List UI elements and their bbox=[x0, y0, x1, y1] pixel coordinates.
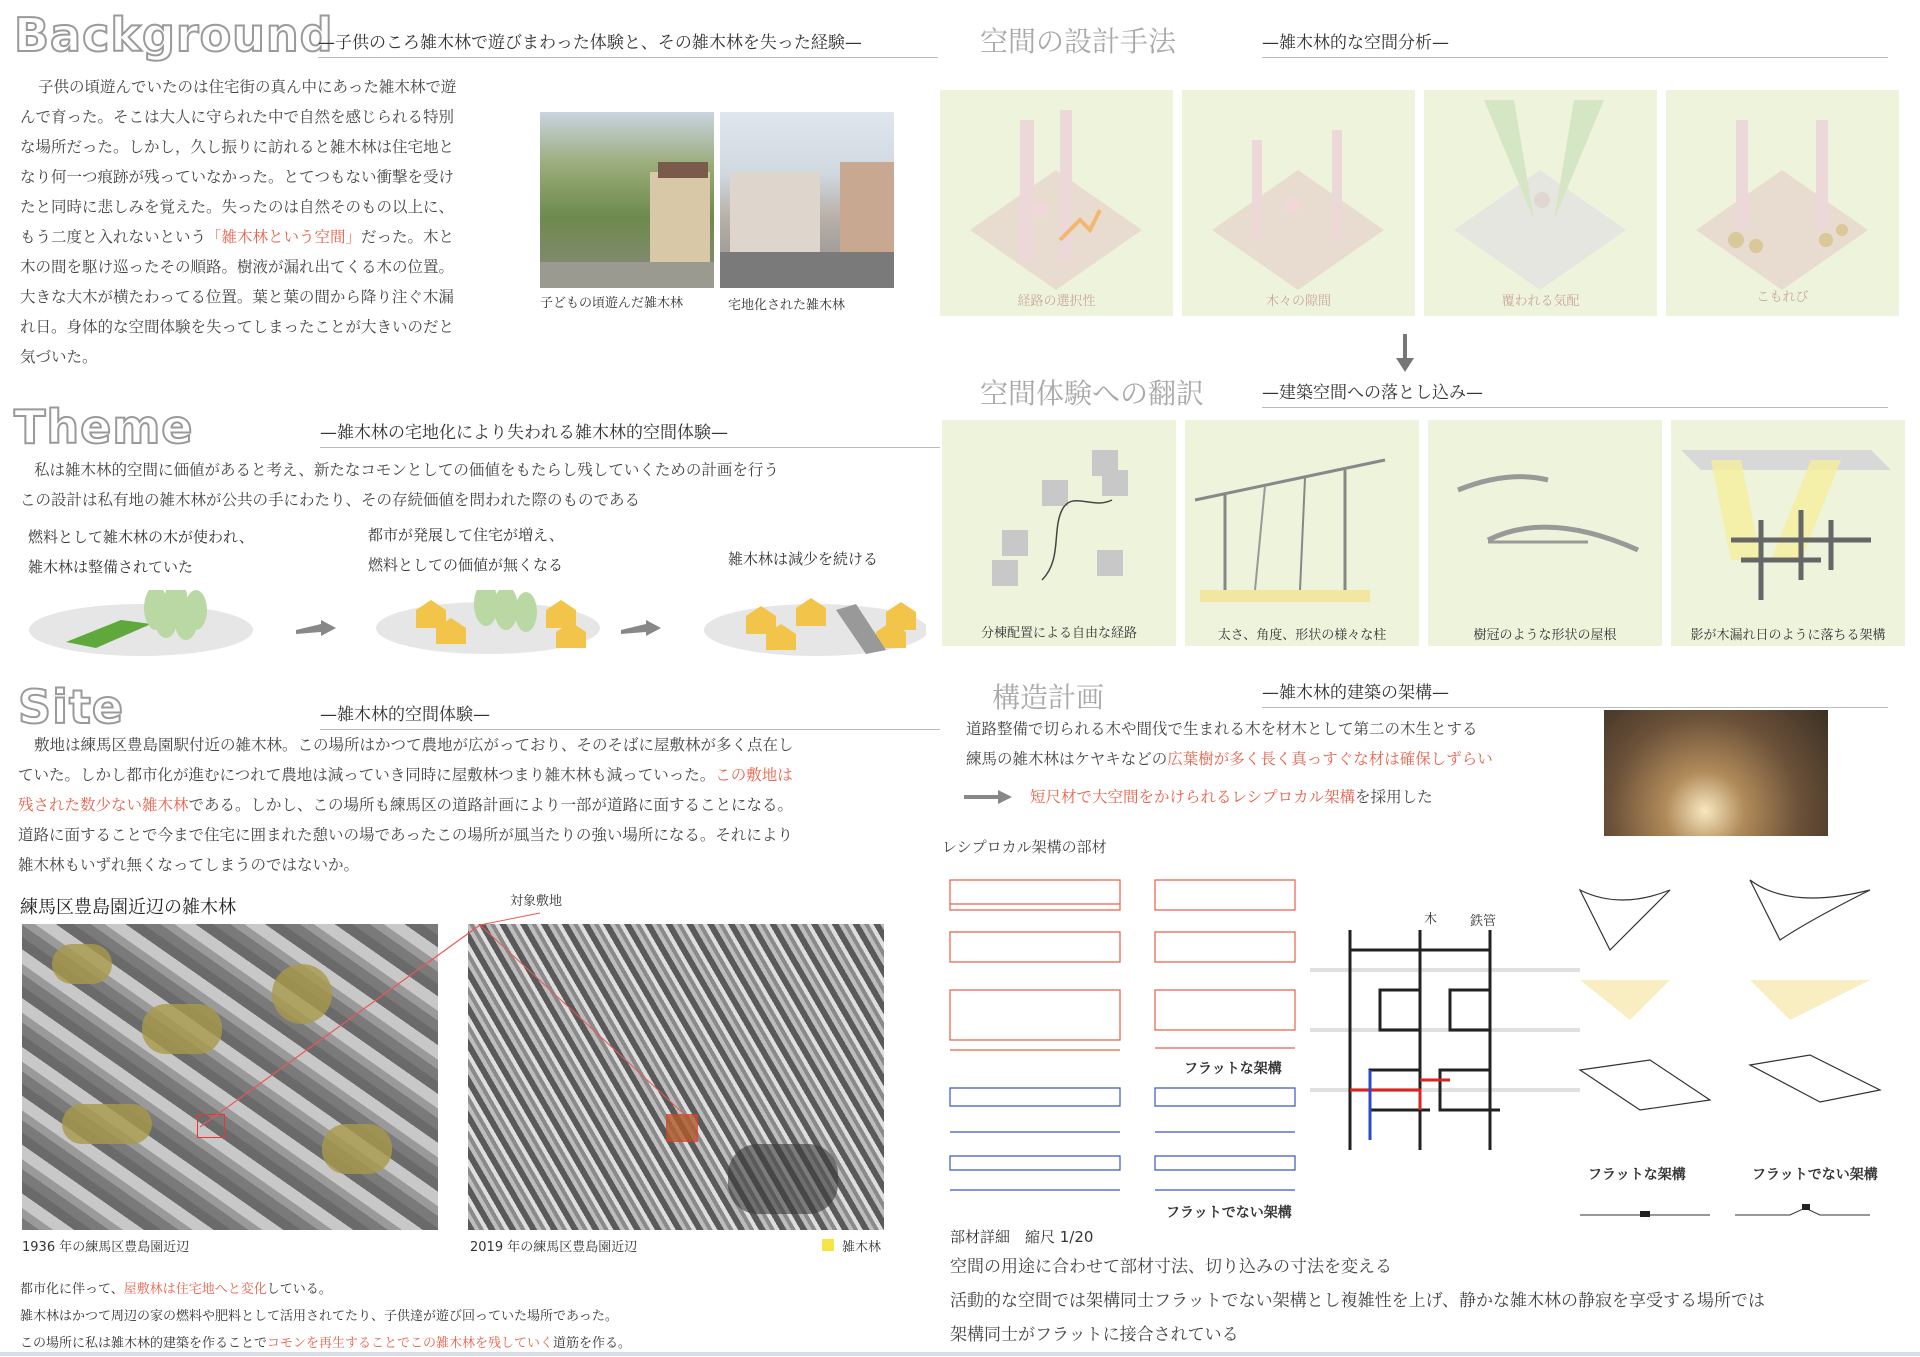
design-method-subtitle: —雑木林的な空間分析— bbox=[1262, 28, 1888, 58]
site-notes bbox=[20, 1276, 631, 1357]
bg-line-6-red: 「雑木林という空間」 bbox=[206, 228, 362, 246]
theme-title: Theme bbox=[14, 400, 194, 454]
analysis-panel-2 bbox=[1182, 90, 1415, 316]
steel-label: 鉄管 bbox=[1470, 914, 1497, 929]
map-heading: 練馬区豊島園近辺の雑木林 bbox=[20, 897, 236, 918]
bg-line-6b: だった。木と bbox=[361, 228, 455, 246]
childhood-forest-photo bbox=[540, 112, 714, 288]
site-line-3 bbox=[18, 790, 918, 820]
analysis-panel-4 bbox=[1666, 90, 1899, 316]
down-arrow-icon bbox=[1394, 334, 1416, 374]
analysis-panel-3 bbox=[1424, 90, 1657, 316]
wood-label: 木 bbox=[1424, 912, 1438, 927]
site-note-1a: 都市化に伴って、 bbox=[20, 1282, 124, 1297]
translation-caption-4: 影が木漏れ日のように落ちる架構 bbox=[1690, 628, 1886, 643]
site-note-1b: している。 bbox=[266, 1282, 332, 1297]
flat-roof-label: フラットな架構 bbox=[1588, 1167, 1686, 1183]
legend-label: 雑木林 bbox=[842, 1240, 882, 1255]
translation-panel-3 bbox=[1428, 420, 1662, 646]
site-subtitle: —雑木林的空間体験— bbox=[320, 700, 940, 730]
ground-ellipse-1 bbox=[29, 604, 253, 656]
translation-panel-2 bbox=[1185, 420, 1419, 646]
background-subtitle: —子供のころ雑木林で遊びまわった体験と、その雑木林を失った経験— bbox=[318, 28, 938, 58]
theme-step2 bbox=[368, 520, 564, 580]
site-line-3b: である。しかし、この場所も練馬区の道路計画により一部が道路に面することになる。 bbox=[188, 796, 794, 814]
target-site-label: 対象敷地 bbox=[510, 894, 563, 909]
theme-text bbox=[20, 455, 920, 515]
bg-line-10: 気づいた。 bbox=[20, 348, 98, 366]
developed-forest-photo bbox=[720, 112, 894, 288]
legend-swatch bbox=[822, 1239, 834, 1251]
translation-caption-1: 分棟配置による自由な経路 bbox=[980, 626, 1137, 641]
bg-line-9: れ日。身体的な空間体験を失ってしまったことが大きいのだと bbox=[20, 318, 455, 336]
bg-line-6a: もう二度と入れないという bbox=[20, 228, 207, 246]
theme-step2-a: 都市が発展して住宅が増え、 bbox=[368, 526, 564, 544]
bg-line-1: 子供の頃遊んでいたのは住宅街の真ん中にあった雑木林で遊 bbox=[38, 78, 457, 96]
structure-line-3b: を採用した bbox=[1355, 788, 1433, 806]
site-line-2 bbox=[18, 760, 918, 790]
photo1-caption: 子どもの頃遊んだ雑木林 bbox=[540, 296, 684, 311]
structure-title: 構造計画 bbox=[992, 681, 1105, 714]
analysis-caption-1: 経路の選択性 bbox=[1017, 294, 1096, 309]
site-line-2a: ていた。しかし都市化が進むにつれて農地は減っていき同時に屋敷林つまり雑木林も減っていった。 bbox=[18, 766, 716, 784]
members-label: レシプロカル架構の部材 bbox=[942, 838, 1107, 856]
theme-step1-b: 雑木林は整備されていた bbox=[28, 558, 194, 576]
bottom-bar bbox=[0, 1352, 1920, 1356]
bg-line-5: たと同時に悲しみを覚えた。失ったのは自然そのもの以上に、 bbox=[20, 198, 455, 216]
design-method-title: 空間の設計手法 bbox=[980, 25, 1177, 58]
reciprocal-grid-diagram bbox=[1310, 910, 1580, 1160]
structure-bottom-3: 架構同士がフラットに接合されている bbox=[950, 1325, 1239, 1345]
target-leader-lines bbox=[180, 905, 700, 1135]
bg-line-2: んで育った。そこは大人に守られた中で自然を感じられる特別 bbox=[20, 108, 455, 126]
bg-line-4: なり何一つ痕跡が残っていなかった。とてつもない衝撃を受け bbox=[20, 168, 455, 186]
theme-step1-a: 燃料として雑木林の木が使われ、 bbox=[28, 528, 254, 546]
bg-line-6 bbox=[20, 222, 510, 252]
theme-step1 bbox=[28, 522, 254, 582]
detail-label: 部材詳細 縮尺 1/20 bbox=[950, 1228, 1094, 1246]
arrow-icon-2 bbox=[621, 620, 661, 636]
analysis-caption-3: 覆われる気配 bbox=[1501, 294, 1580, 309]
site-line-4: 道路に面することで今まで住宅に囲まれた憩いの場であったこの場所が風当たりの強い場所になる。それにより bbox=[18, 826, 793, 844]
flat-members-label: フラットな架構 bbox=[1184, 1061, 1282, 1077]
structure-bottom-text bbox=[950, 1250, 1900, 1352]
nonflat-roof-label: フラットでない架構 bbox=[1752, 1167, 1878, 1183]
site-text bbox=[18, 730, 918, 880]
structure-bottom-2: 活動的な空間では架構同士フラットでない架構とし複雑性を上げ、静かな雑木林の静寂を享受する場所では bbox=[950, 1291, 1765, 1311]
structure-line-2 bbox=[966, 744, 1606, 774]
site-line-2-red: この敷地は bbox=[715, 766, 793, 784]
structure-line-2a: 練馬の雑木林はケヤキなどの bbox=[966, 750, 1168, 768]
translation-caption-3: 樹冠のような形状の屋根 bbox=[1473, 628, 1617, 643]
site-line-1: 敷地は練馬区豊島園駅付近の雑木林。この場所はかつて農地が広がっており、そのそばに屋敷林が多く点在し bbox=[34, 736, 794, 754]
theme-subtitle: —雑木林の宅地化により失われる雑木林的空間体験— bbox=[320, 418, 940, 448]
structure-line-3 bbox=[1030, 782, 1433, 812]
translation-panel-1 bbox=[942, 420, 1176, 646]
site-note-3b: 道筋を作る。 bbox=[553, 1336, 632, 1351]
site-line-3-red: 残された数少ない雑木林 bbox=[18, 796, 189, 814]
photo2-caption: 宅地化された雑木林 bbox=[728, 298, 846, 313]
site-note-1-red: 屋敷林は住宅地へと変化 bbox=[123, 1282, 267, 1297]
forest-photo bbox=[1604, 710, 1828, 836]
theme-line-2: この設計は私有地の雑木林が公共の手にわたり、その存続価値を問われた際のものである bbox=[20, 491, 641, 509]
theme-step2-b: 燃料としての価値が無くなる bbox=[368, 556, 564, 574]
site-note-2: 雑木林はかつて周辺の家の燃料や肥料として活用されてたり、子供達が遊び回っていた場所であった。 bbox=[20, 1309, 618, 1324]
theme-line-1: 私は雑木林的空間に価値があると考え、新たなコモンとしての価値をもたらし残していくための計画を行う bbox=[34, 461, 779, 479]
analysis-panel-1 bbox=[940, 90, 1173, 316]
site-note-3a: この場所に私は雑木林的建築を作ることで bbox=[20, 1336, 268, 1351]
site-note-1 bbox=[20, 1276, 631, 1303]
analysis-caption-4: こもれび bbox=[1756, 290, 1809, 305]
structure-line-3-red: 短尺材で大空間をかけられるレシプロカル架構 bbox=[1030, 788, 1356, 806]
site-note-3-red: コモンを再生することでこの雑木林を残していく bbox=[267, 1336, 554, 1351]
site-line-5: 雑木林もいずれ無くなってしまうのではないか。 bbox=[18, 856, 360, 874]
translation-subtitle: —建築空間への落とし込み— bbox=[1262, 378, 1888, 408]
analysis-caption-2: 木々の隙間 bbox=[1265, 294, 1331, 309]
structure-bottom-1: 空間の用途に合わせて部材寸法、切り込みの寸法を変える bbox=[950, 1257, 1392, 1277]
bg-line-7: 木の間を駆け巡ったその順路。樹液が漏れ出てくる木の位置。 bbox=[20, 258, 455, 276]
arrow-icon-1 bbox=[296, 620, 336, 636]
member-drawings bbox=[930, 870, 1300, 1200]
theme-step3: 雑木林は減少を続ける bbox=[728, 550, 879, 568]
structure-subtitle: —雑木林的建築の架構— bbox=[1262, 678, 1888, 708]
bg-line-3: な場所だった。しかし，久し振りに訪れると雑木林は住宅地と bbox=[20, 138, 455, 156]
background-title: Background bbox=[14, 8, 334, 62]
site-title: Site bbox=[18, 680, 125, 734]
translation-caption-2: 太さ、角度、形状の様々な柱 bbox=[1217, 628, 1387, 643]
right-arrow-icon bbox=[964, 790, 1014, 804]
theme-illustrations bbox=[26, 590, 926, 670]
background-text bbox=[20, 72, 510, 372]
structure-line-2-red: 広葉樹が多く長く真っすぐな材は確保しずらい bbox=[1167, 750, 1493, 768]
translation-title: 空間体験への翻訳 bbox=[980, 377, 1205, 410]
structure-text bbox=[966, 714, 1606, 774]
nonflat-members-label: フラットでない架構 bbox=[1166, 1205, 1292, 1221]
structure-line-1: 道路整備で切られる木や間伐で生まれる木を材木として第二の木生とする bbox=[966, 720, 1478, 738]
bg-line-8: 大きな大木が横たわってる位置。葉と葉の間から降り注ぐ木漏 bbox=[20, 288, 454, 306]
map1-caption: 1936 年の練馬区豊島園近辺 bbox=[22, 1240, 190, 1255]
translation-panel-4 bbox=[1671, 420, 1905, 646]
map2-caption: 2019 年の練馬区豊島園近辺 bbox=[470, 1240, 638, 1255]
